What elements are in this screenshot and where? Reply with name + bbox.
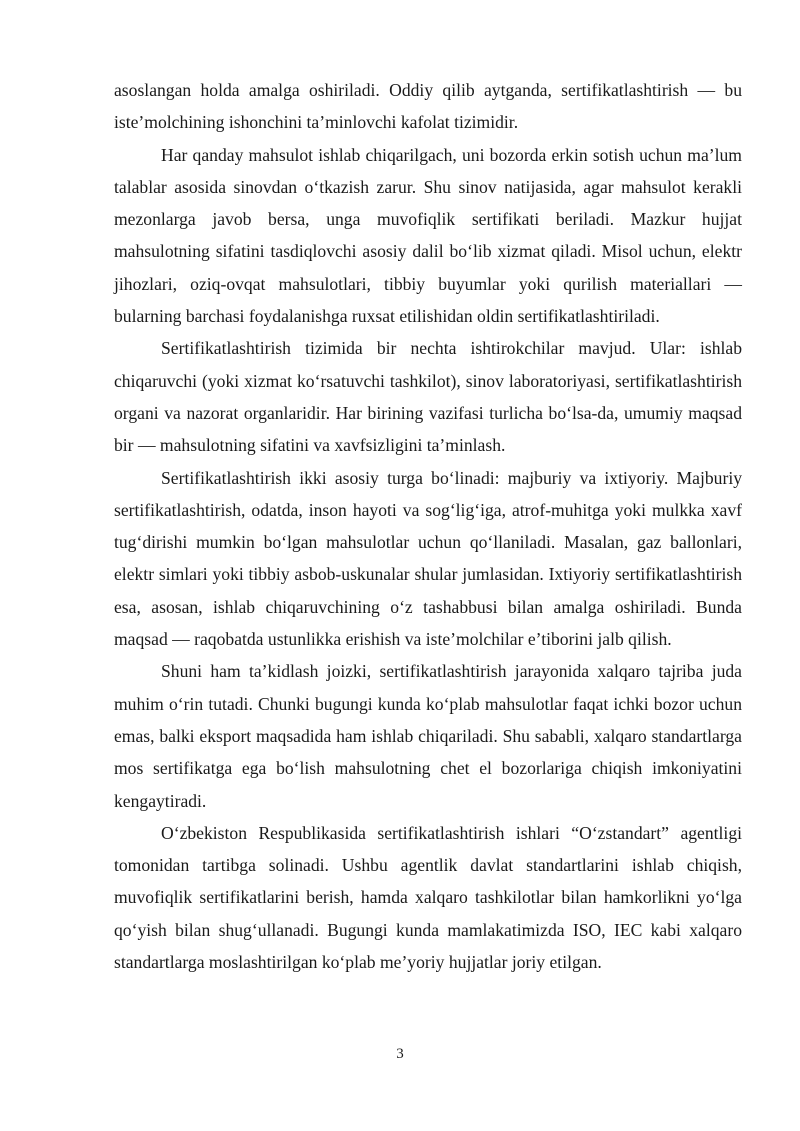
paragraph-uzstandart: O‘zbekiston Respublikasida sertifikatlashtirish ishlari “O‘zstandart” agentligi tomonidan tartibga solinadi. Ushbu agentlik davlat standartlarini ishlab chiqish, muvofiqlik sertifikatlarini berish, hamda xalqaro tashkilotlar bilan hamkorlikni yo‘lga qo‘yish bilan shug‘ullanadi. Bugungi kunda mamlakatimizda ISO, IEC kabi xalqaro standartlarga moslashtirilgan ko‘plab me’yoriy hujjatlar joriy etilgan.: [114, 822, 742, 973]
paragraph-product-testing: Har qanday mahsulot ishlab chiqarilgach, uni bozorda erkin sotish uchun ma’lum talablar asosida sinovdan o‘tkazish zarur. Shu sinov natijasida, agar mahsulot kerakli mezonlarga javob bersa, unga muvofiqlik sertifikati beriladi. Mazkur hujjat mahsulotning sifatini tasdiqlovchi asosiy dalil bo‘lib xizmat qiladi. Misol uchun, elektr jihozlari, oziq-ovqat mahsulotlari, tibbiy buyumlar yoki qurilish materiallari — bularning barchasi foydalanishga ruxsat etilishidan oldin sertifikatlashtiriladi.: [114, 144, 742, 327]
paragraph-participants: Sertifikatlashtirish tizimida bir nechta ishtirokchilar mavjud. Ular: ishlab chiqaruvchi (yoki xizmat ko‘rsatuvchi tashkilot), sinov laboratoriyasi, sertifikatlashtirish organi va nazorat organlaridir. Har birining vazifasi turlicha bo‘lsa-da, umumiy maqsad bir — mahsulotning sifatini va xavfsizligini ta’minlash.: [114, 338, 742, 456]
paragraph-certification-types: Sertifikatlashtirish ikki asosiy turga bo‘linadi: majburiy va ixtiyoriy. Majburiy sertifikatlashtirish, odatda, inson hayoti va sog‘lig‘iga, atrof-muhitga yoki mulkka xavf tug‘dirishi mumkin bo‘lgan mahsulotlar uchun qo‘llaniladi. Masalan, gaz ballonlari, elektr simlari yoki tibbiy asbob-uskunalar shular jumlasidan. Ixtiyoriy sertifikatlashtirish esa, asosan, ishlab chiqaruvchining o‘z tashabbusi bilan amalga oshiriladi. Bunda maqsad — raqobatda ustunlikka erishish va iste’molchilar e’tiborini jalb qilish.: [114, 467, 742, 650]
paragraph-continuation: asoslangan holda amalga oshiriladi. Oddiy qilib aytganda, sertifikatlashtirish — bu iste’molchining ishonchini ta’minlovchi kafolat tizimidir.: [114, 80, 742, 133]
document-body: [114, 74, 742, 978]
paragraph-international-experience: Shuni ham ta’kidlash joizki, sertifikatlashtirish jarayonida xalqaro tajriba juda muhim o‘rin tutadi. Chunki bugungi kunda ko‘plab mahsulotlar faqat ichki bozor uchun emas, balki eksport maqsadida ham ishlab chiqariladi. Shu sababli, xalqaro standartlarga mos sertifikatga ega bo‘lish mahsulotning chet el bozorlariga chiqish imkoniyatini kengaytiradi.: [114, 661, 742, 811]
page-number: 3: [396, 1046, 404, 1062]
